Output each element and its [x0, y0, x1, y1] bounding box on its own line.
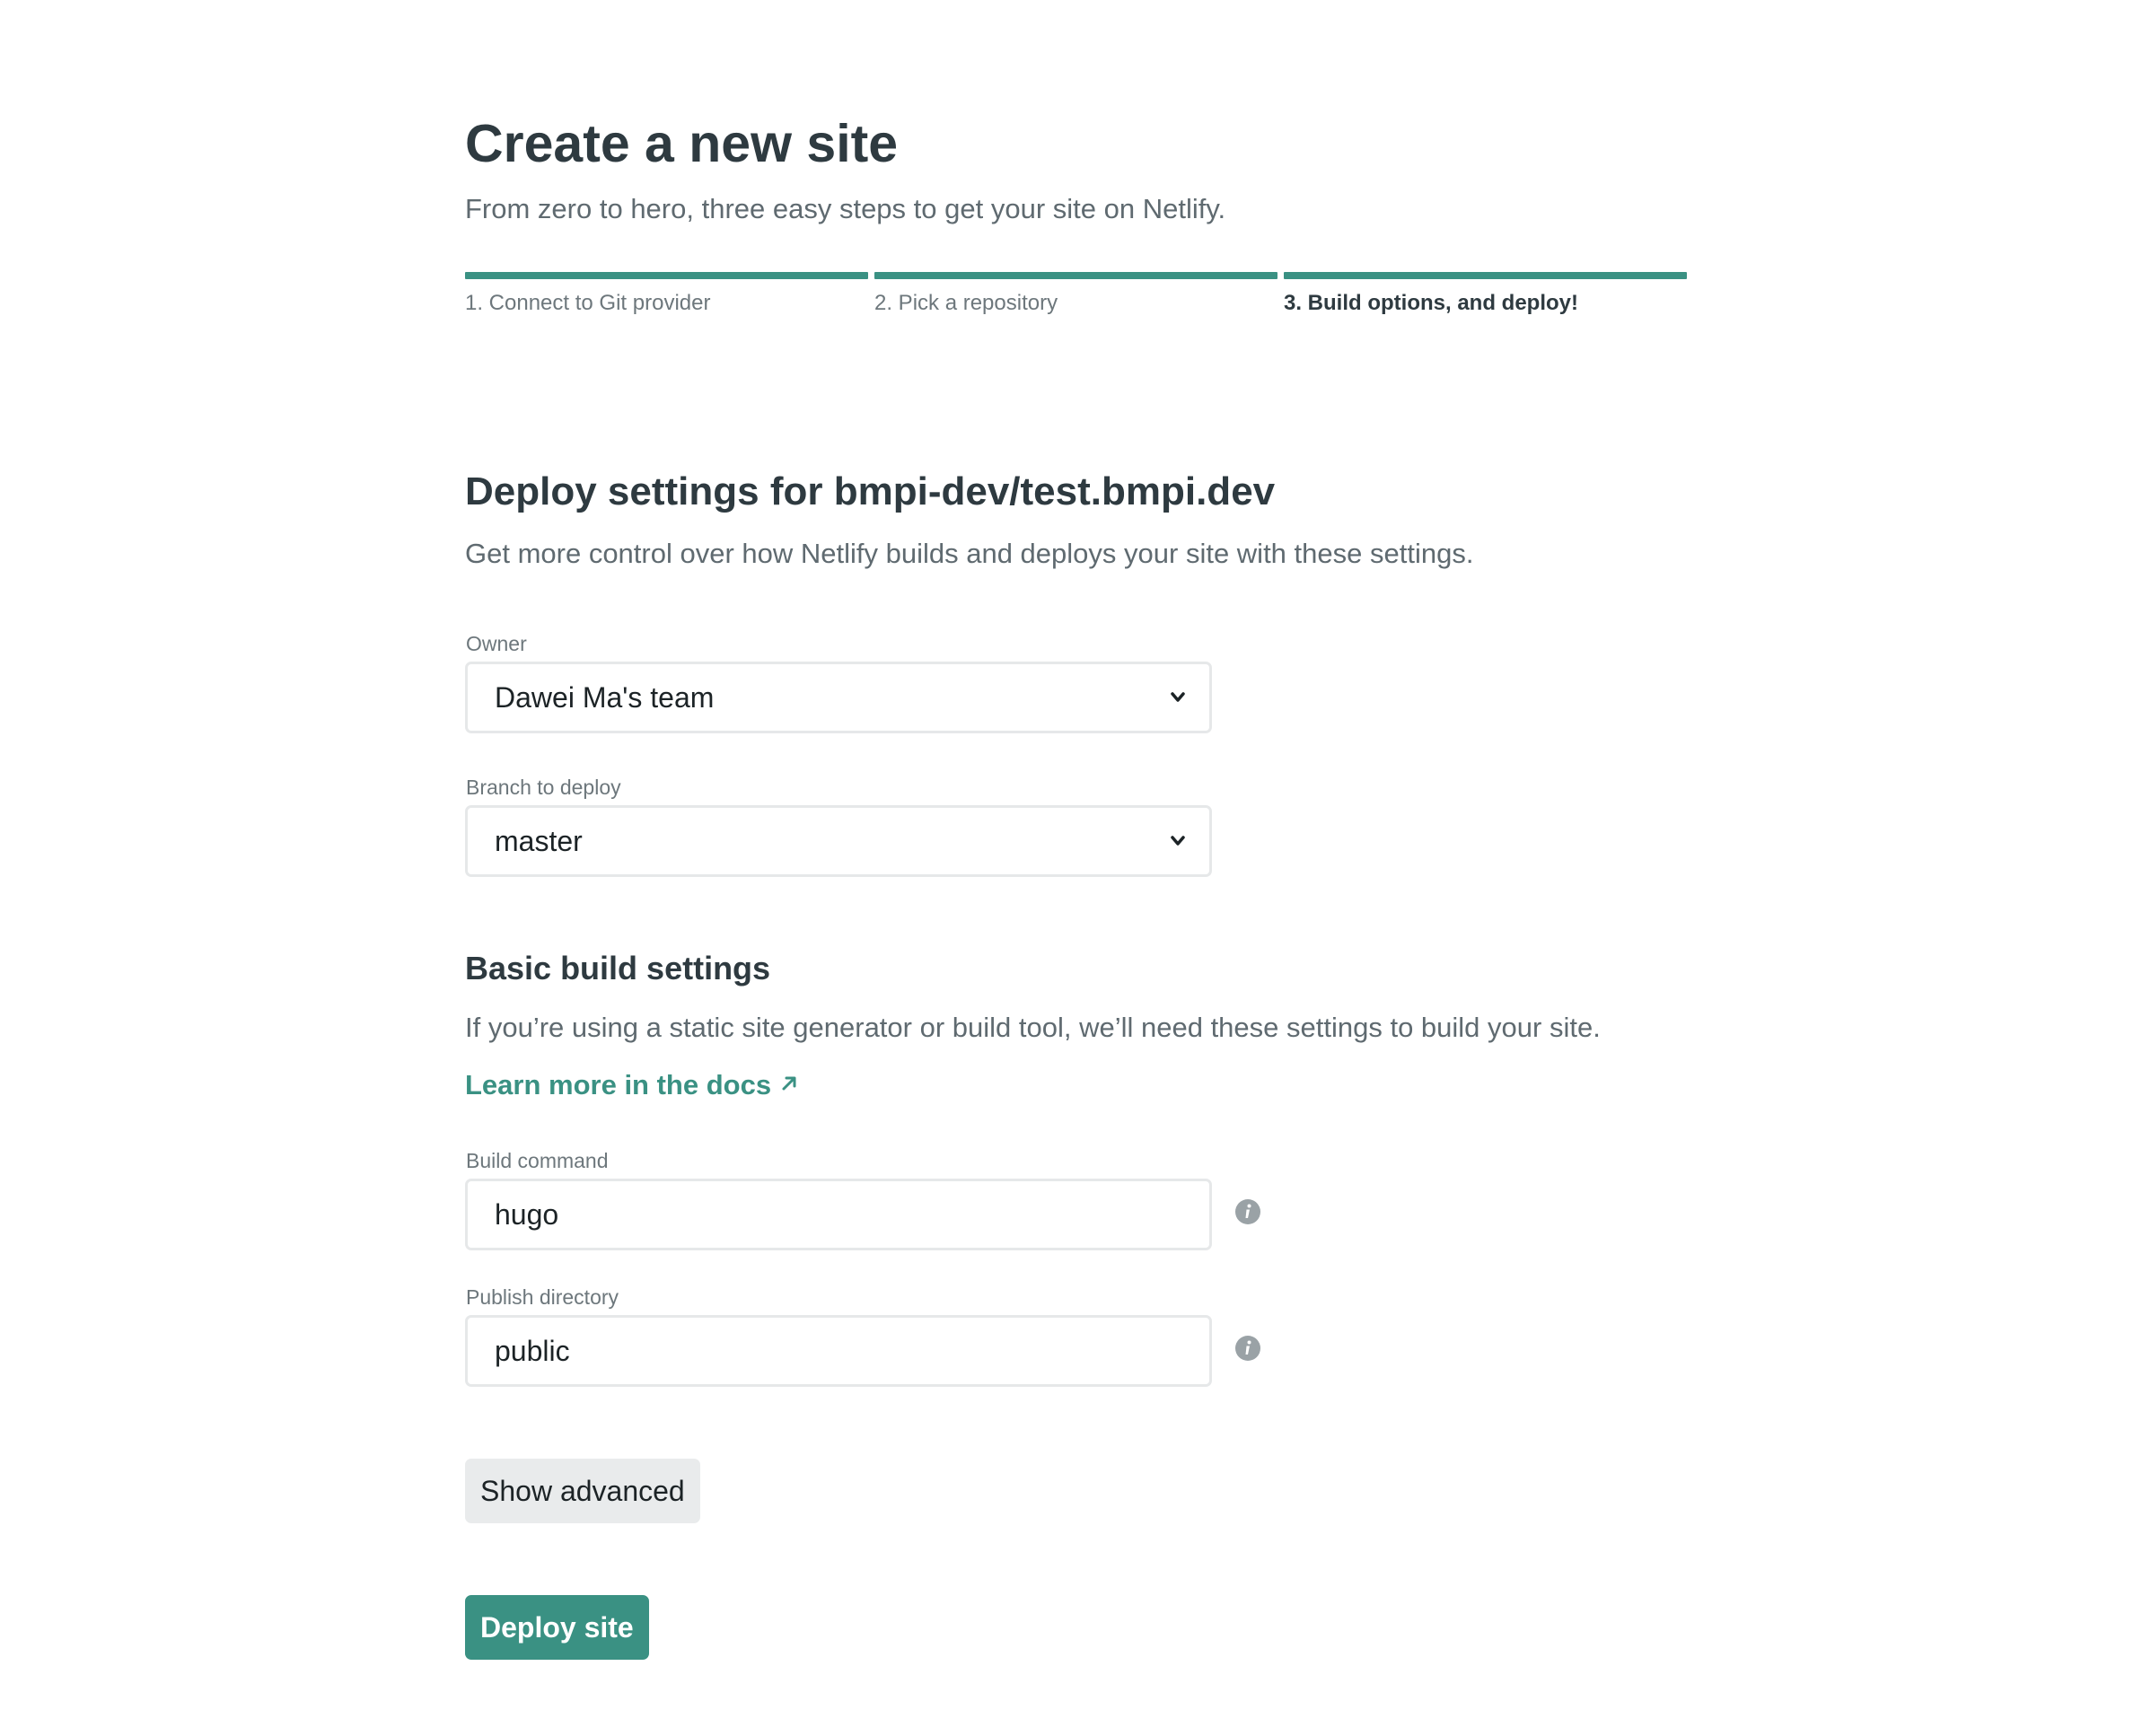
chevron-down-icon [1166, 829, 1190, 853]
build-settings-title: Basic build settings [465, 950, 771, 986]
deploy-settings-title: Deploy settings for bmpi-dev/test.bmpi.dev [465, 469, 1276, 513]
owner-label: Owner [466, 632, 527, 655]
step-1-label: 1. Connect to Git provider [465, 291, 711, 315]
publish-directory-input[interactable] [465, 1315, 1212, 1387]
arrow-up-right-icon [780, 1074, 798, 1092]
page-subtitle: From zero to hero, three easy steps to get your site on Netlify. [465, 193, 1226, 224]
build-command-value: hugo [495, 1198, 559, 1231]
deploy-settings-subtitle: Get more control over how Netlify builds and deploys your site with these settings. [465, 538, 1474, 569]
step-1[interactable] [465, 272, 868, 316]
info-icon[interactable] [1234, 1198, 1261, 1225]
step-2[interactable] [874, 272, 1277, 316]
branch-select-value: master [495, 825, 583, 857]
step-1-bar [465, 272, 868, 279]
docs-link[interactable] [465, 1067, 798, 1103]
build-command-label: Build command [466, 1149, 609, 1172]
branch-label: Branch to deploy [466, 776, 621, 799]
step-2-bar [874, 272, 1277, 279]
step-2-label: 2. Pick a repository [874, 291, 1058, 315]
step-progress [465, 272, 1688, 326]
step-3-label: 3. Build options, and deploy! [1284, 291, 1578, 315]
deploy-site-button[interactable]: Deploy site [465, 1595, 649, 1660]
step-3 [1284, 272, 1687, 316]
build-command-input[interactable] [465, 1179, 1212, 1250]
build-settings-subtitle: If you’re using a static site generator or build tool, we’ll need these settings to build your site. [465, 1012, 1601, 1043]
owner-select[interactable] [465, 662, 1212, 733]
show-advanced-button[interactable]: Show advanced [465, 1459, 700, 1523]
page-title: Create a new site [465, 114, 899, 173]
publish-directory-label: Publish directory [466, 1285, 619, 1309]
chevron-down-icon [1166, 686, 1190, 709]
step-3-bar [1284, 272, 1687, 279]
owner-select-value: Dawei Ma's team [495, 681, 715, 714]
publish-directory-value: public [495, 1335, 570, 1367]
docs-link-label: Learn more in the docs [465, 1069, 772, 1100]
branch-select[interactable] [465, 805, 1212, 877]
info-icon[interactable] [1234, 1335, 1261, 1362]
